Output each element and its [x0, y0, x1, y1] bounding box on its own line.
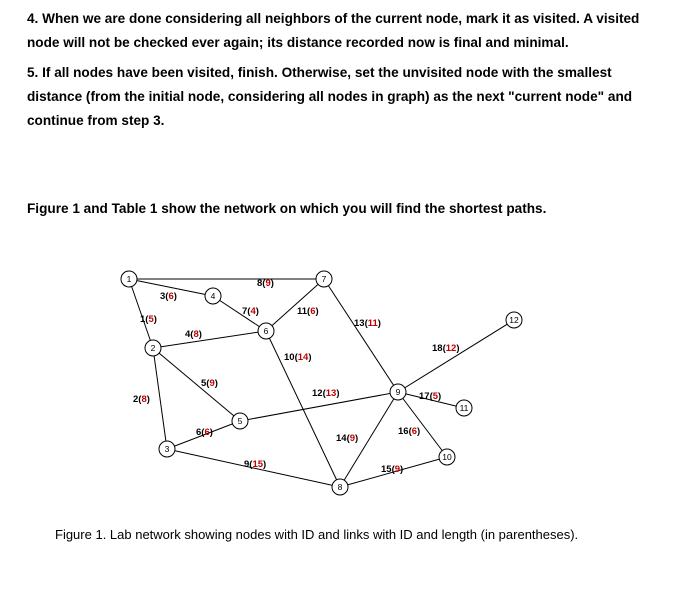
link-2-line	[153, 348, 167, 449]
node-id-label: 11	[459, 403, 469, 413]
link-length: 6	[168, 291, 174, 302]
link-id: 14	[336, 433, 347, 444]
node-id-label: 2	[150, 343, 156, 353]
node-1	[121, 271, 137, 287]
link-14-label: 14(9)	[336, 433, 359, 444]
link-length: 9	[394, 464, 401, 475]
link-4-line	[153, 331, 266, 348]
link-id: 3	[160, 291, 166, 302]
link-length: 12	[445, 343, 457, 354]
link-7-label: 7(4)	[242, 306, 259, 317]
link-id: 8	[257, 278, 263, 289]
node-5	[232, 413, 248, 429]
link-id: 17	[419, 391, 430, 402]
link-13-label: 13(11)	[354, 318, 381, 329]
node-id-label: 7	[321, 274, 327, 284]
link-id: 11	[297, 306, 308, 317]
node-2	[145, 340, 161, 356]
network-nodes	[121, 271, 522, 495]
figure-caption: Figure 1. Lab network showing nodes with ID and links with ID and length (in parentheses).	[55, 527, 579, 542]
node-11	[456, 400, 472, 416]
network-link-labels	[133, 278, 460, 475]
link-5-label: 5(9)	[201, 378, 218, 389]
link-id: 16	[398, 426, 409, 437]
node-7	[316, 271, 332, 287]
link-id: 9	[244, 459, 250, 470]
link-id: 1	[140, 314, 146, 325]
node-id-label: 6	[263, 326, 269, 336]
step-5-paragraph: 5. If all nodes have been visited, finish. Otherwise, set the unvisited node with the smallest distance (from the initial node, considering all nodes in graph) as the next "current node" and continue from step 3.	[27, 65, 633, 128]
link-length: 8	[193, 329, 199, 340]
node-id-label: 4	[210, 291, 216, 301]
node-8	[332, 479, 348, 495]
link-id: 15	[381, 464, 392, 475]
figure-intro-text: Figure 1 and Table 1 show the network on which you will find the shortest paths.	[27, 201, 547, 216]
link-id: 7	[242, 306, 248, 317]
link-16-label: 16(6)	[398, 426, 421, 437]
link-id: 4	[185, 329, 191, 340]
node-id-label: 3	[164, 444, 170, 454]
link-17-label: 17(5)	[419, 391, 442, 402]
node-10	[439, 449, 455, 465]
link-3-label: 3(6)	[160, 291, 177, 302]
link-length: 5	[432, 391, 439, 402]
link-9-label: 9(15)	[244, 459, 267, 470]
node-id-label: 5	[237, 416, 243, 426]
link-length: 6	[411, 426, 418, 437]
link-length: 8	[141, 394, 147, 405]
link-6-label: 6(6)	[196, 427, 213, 438]
link-id: 18	[432, 343, 443, 354]
link-length: 11	[367, 318, 378, 329]
link-11-line	[266, 279, 324, 331]
link-length: 6	[204, 427, 210, 438]
link-13-line	[324, 279, 398, 392]
node-id-label: 8	[337, 482, 343, 492]
link-length: 9	[265, 278, 271, 289]
link-5-line	[153, 348, 240, 421]
node-id-label: 10	[442, 452, 452, 462]
node-4	[205, 288, 221, 304]
node-6	[258, 323, 274, 339]
link-length: 5	[148, 314, 154, 325]
link-10-label: 10(14)	[284, 352, 312, 363]
link-length: 6	[310, 306, 316, 317]
link-length: 15	[252, 459, 264, 470]
link-11-label: 11(6)	[297, 306, 319, 317]
link-id: 10	[284, 352, 295, 363]
node-id-label: 12	[509, 315, 519, 325]
link-length: 9	[209, 378, 215, 389]
link-18-line	[398, 320, 514, 392]
link-1-label: 1(5)	[140, 314, 157, 325]
link-id: 5	[201, 378, 207, 389]
link-id: 13	[354, 318, 365, 329]
link-12-label: 12(13)	[312, 388, 340, 399]
link-15-label: 15(9)	[381, 464, 404, 475]
link-length: 4	[250, 306, 256, 317]
link-4-label: 4(8)	[185, 329, 202, 340]
link-id: 12	[312, 388, 323, 399]
node-12	[506, 312, 522, 328]
step-4-paragraph: 4. When we are done considering all neighbors of the current node, mark it as visited. A visited node will not be checked ever again; its distance recorded now is final and minimal.	[27, 11, 640, 50]
link-length: 14	[297, 352, 309, 363]
link-length: 9	[349, 433, 356, 444]
node-id-label: 9	[395, 387, 401, 397]
link-id: 6	[196, 427, 202, 438]
link-id: 2	[133, 394, 139, 405]
network-links	[129, 279, 514, 487]
link-length: 13	[325, 388, 337, 399]
node-9	[390, 384, 406, 400]
node-3	[159, 441, 175, 457]
node-id-label: 1	[126, 274, 132, 284]
link-18-label: 18(12)	[432, 343, 460, 354]
link-8-label: 8(9)	[257, 278, 274, 289]
link-2-label: 2(8)	[133, 394, 150, 405]
